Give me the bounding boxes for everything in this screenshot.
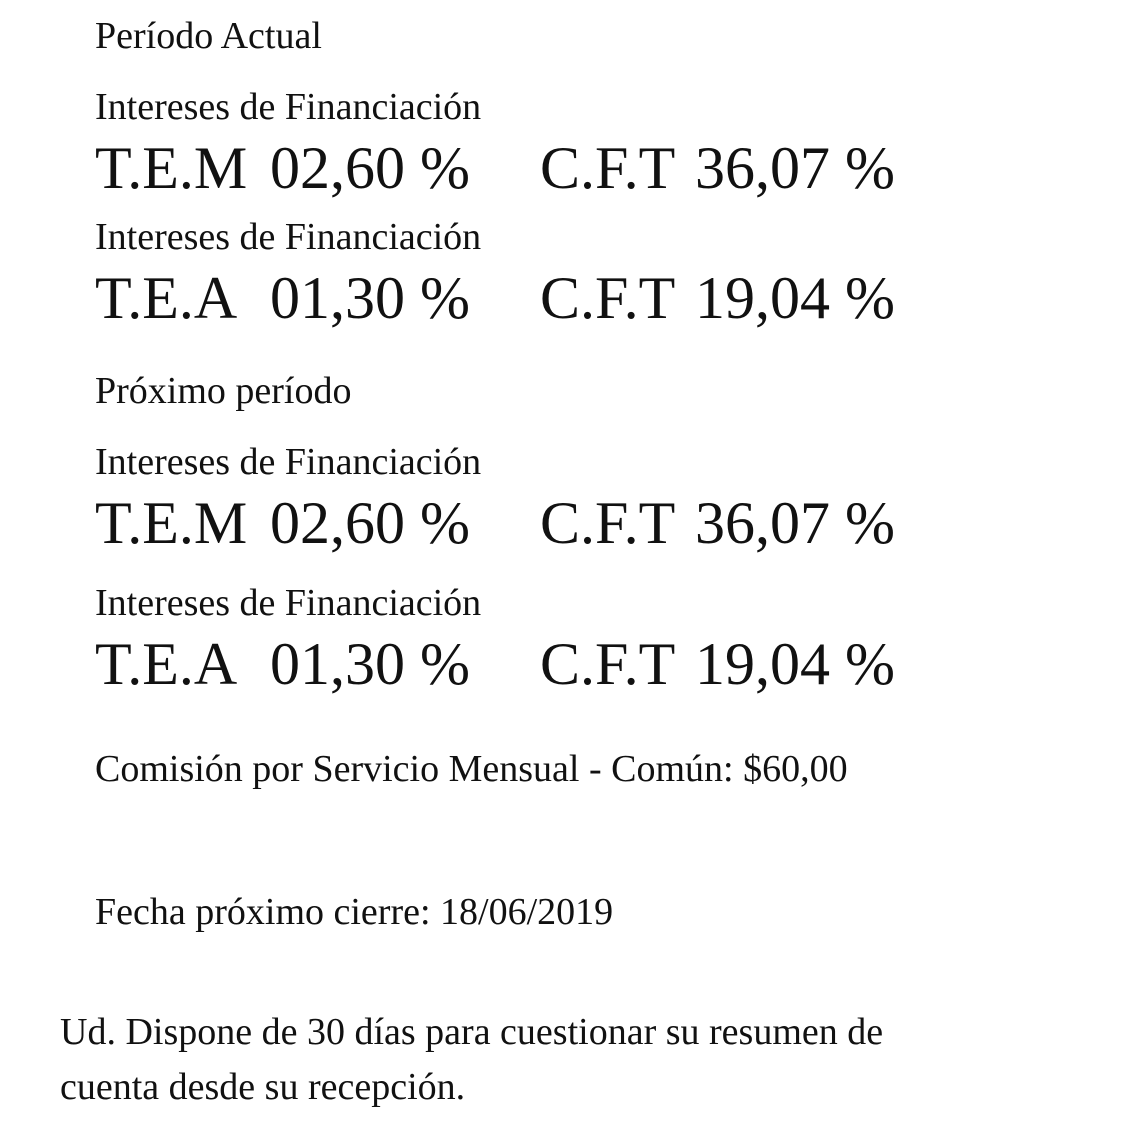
current-rate-2-label: Intereses de Financiación — [95, 216, 482, 258]
next-cft-1-value: 36,07 % — [695, 490, 895, 556]
next-rate-2-value: 01,30 % — [270, 631, 470, 697]
current-rate-2-name: T.E.A — [95, 265, 238, 331]
current-cft-1-value: 36,07 % — [695, 135, 895, 201]
notice-line-1: Ud. Dispone de 30 días para cuestionar su resumen de — [60, 1011, 884, 1053]
next-cft-2-name: C.F.T — [540, 631, 676, 697]
next-cft-1-name: C.F.T — [540, 490, 676, 556]
current-rate-1-label: Intereses de Financiación — [95, 86, 482, 128]
next-period-title: Próximo período — [95, 370, 352, 412]
current-period-title: Período Actual — [95, 15, 322, 57]
next-rate-1-label: Intereses de Financiación — [95, 441, 482, 483]
next-rate-2-label: Intereses de Financiación — [95, 582, 482, 624]
current-rate-1-value: 02,60 % — [270, 135, 470, 201]
monthly-commission: Comisión por Servicio Mensual - Común: $60,00 — [95, 748, 848, 790]
current-cft-1-name: C.F.T — [540, 135, 676, 201]
current-cft-2-name: C.F.T — [540, 265, 676, 331]
next-rate-1-name: T.E.M — [95, 490, 248, 556]
next-closing-date: Fecha próximo cierre: 18/06/2019 — [95, 891, 614, 933]
notice-line-2: cuenta desde su recepción. — [60, 1066, 466, 1108]
current-rate-1-name: T.E.M — [95, 135, 248, 201]
next-rate-2-name: T.E.A — [95, 631, 238, 697]
current-cft-2-value: 19,04 % — [695, 265, 895, 331]
next-rate-1-value: 02,60 % — [270, 490, 470, 556]
current-rate-2-value: 01,30 % — [270, 265, 470, 331]
next-cft-2-value: 19,04 % — [695, 631, 895, 697]
